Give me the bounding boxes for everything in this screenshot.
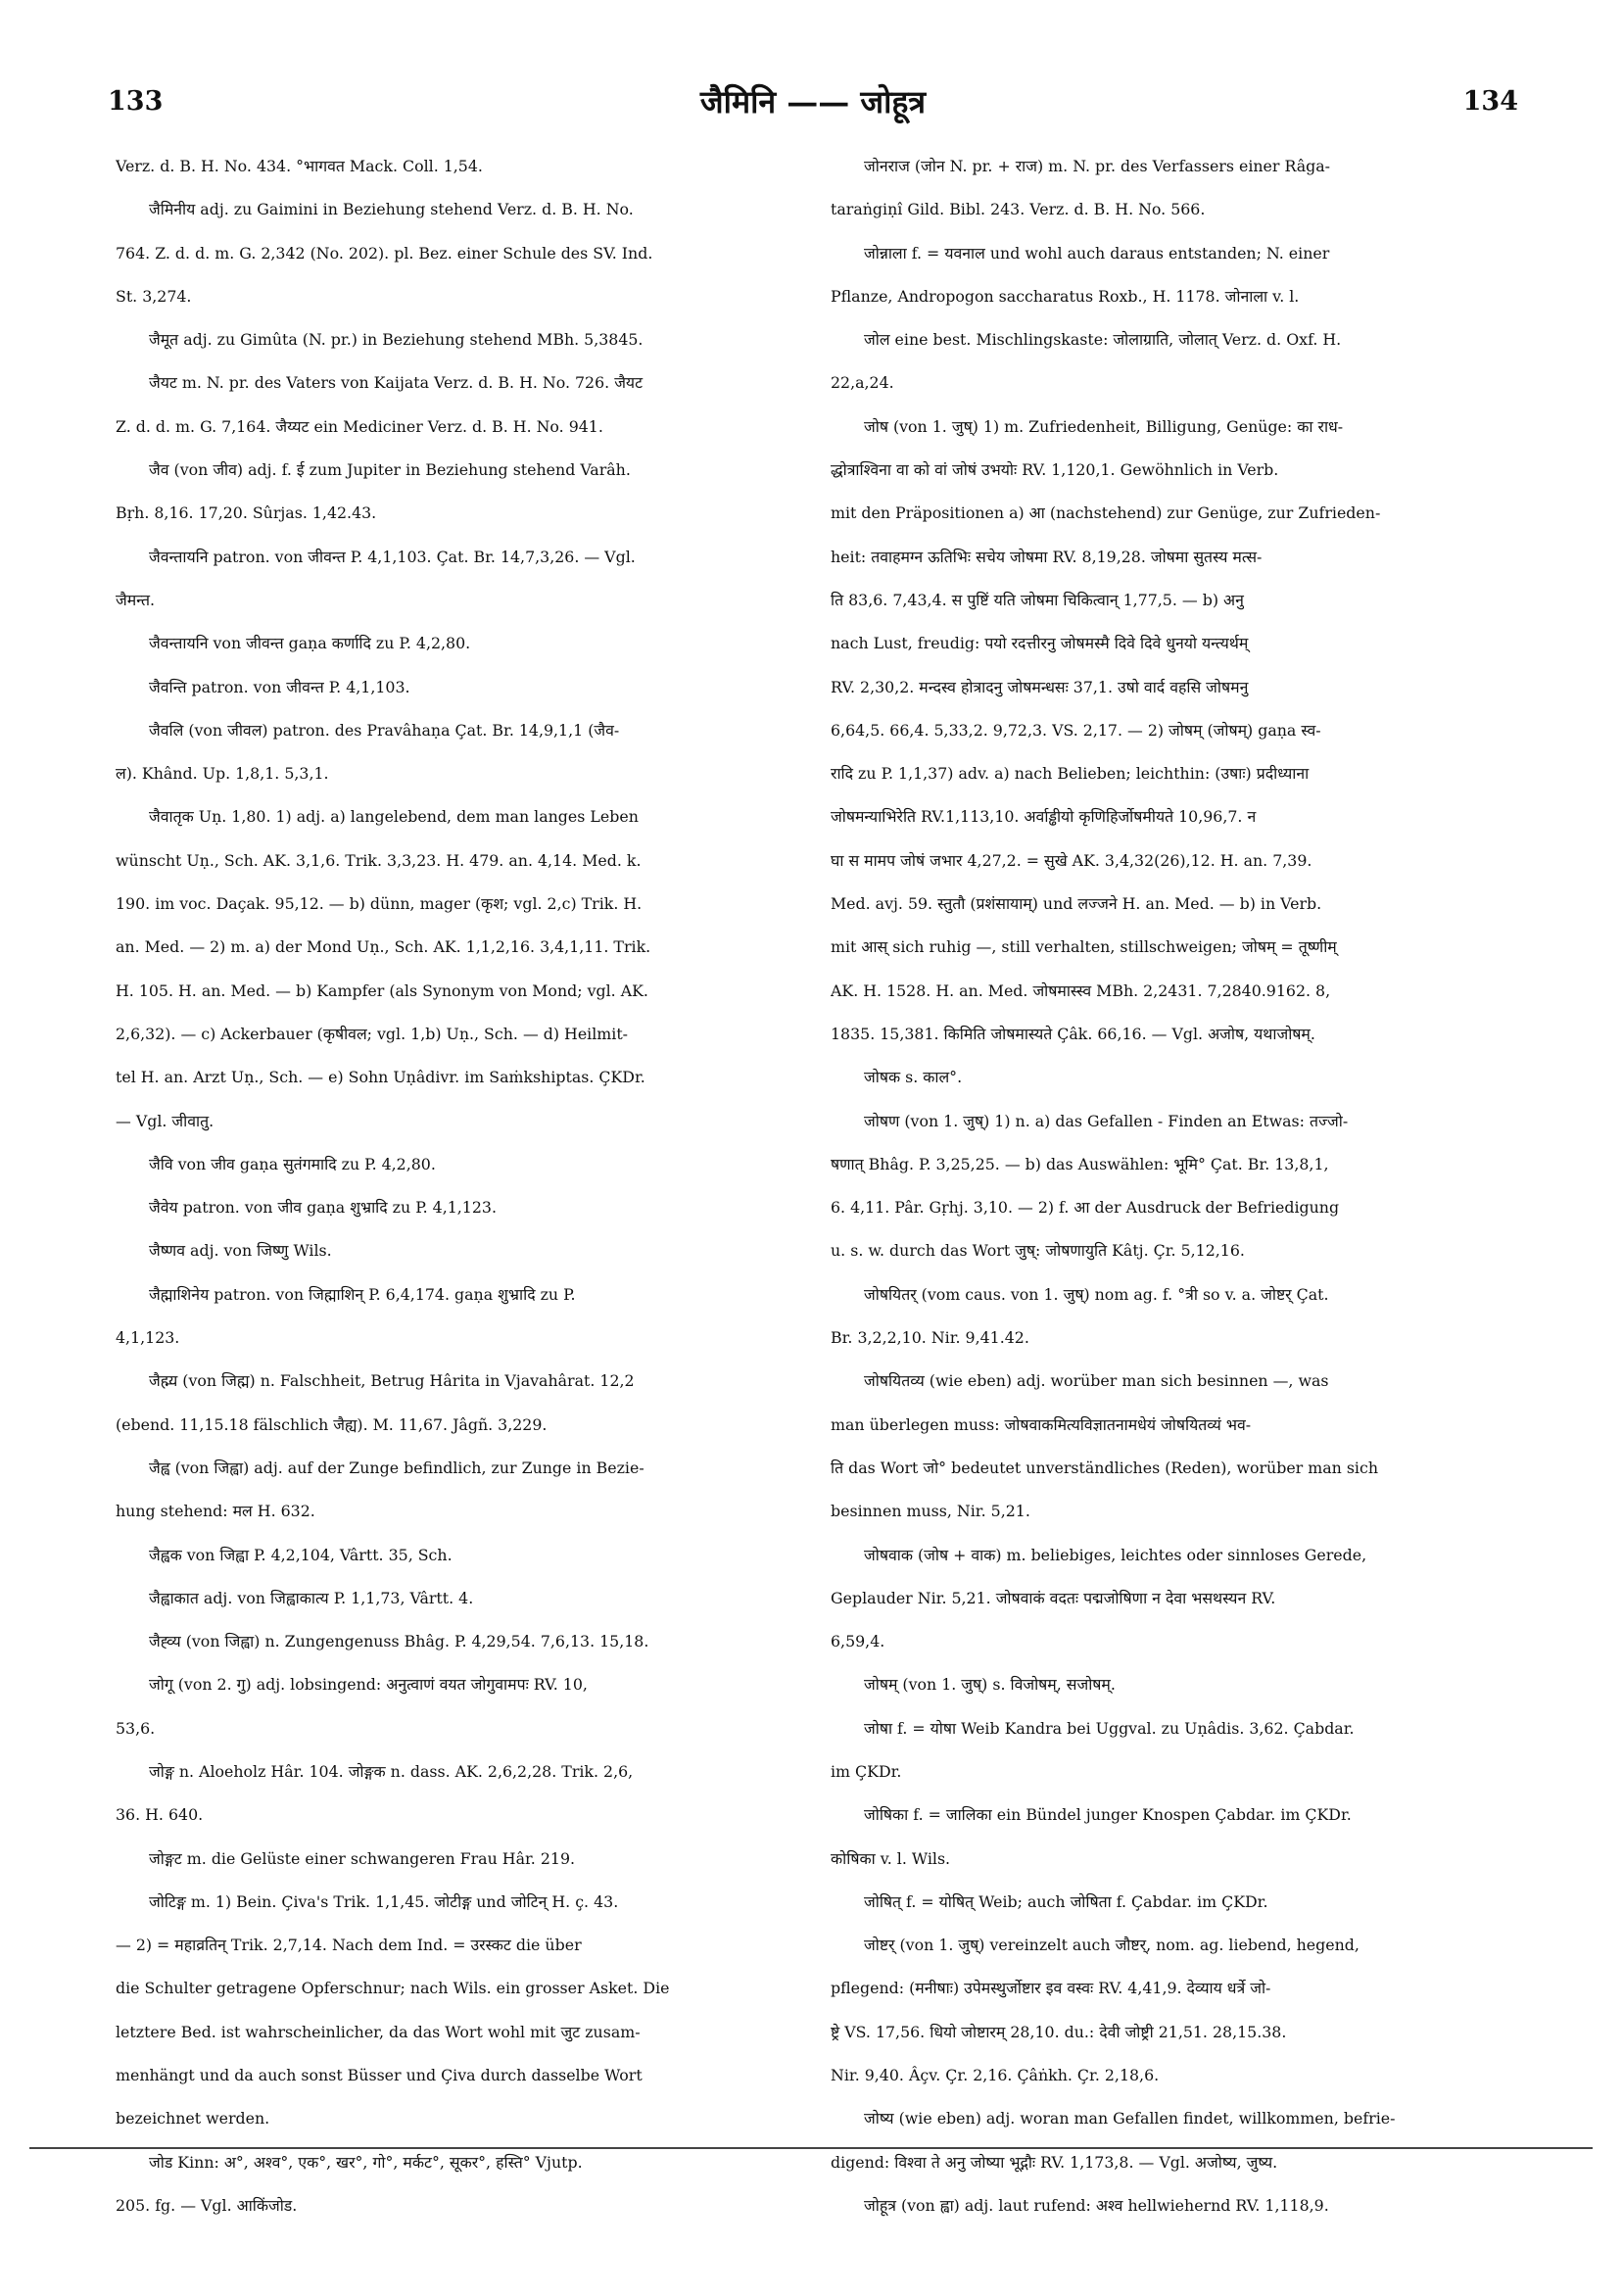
dictionary-line: जैह्म्य (von जिह्म) n. Falschheit, Betrug Hârita in Vjavahârat. 12,2 (149, 1371, 635, 1391)
dictionary-line: जैवेय patron. von जीव gaṇa शुभ्रादि zu P. 4,1,123. (149, 1198, 497, 1218)
dictionary-line: heit: तवाहमग्न ऊतिभिः सचेय जोषमा RV. 8,19,28. जोषमा सुतस्य मत्स- (831, 547, 1263, 566)
dictionary-line: man überlegen muss: जोषवाकमित्यविज्ञातनामधेयं जोषयितव्यं भव- (831, 1414, 1252, 1434)
right-column (831, 145, 1506, 2227)
dictionary-line: Bṛh. 8,16. 17,20. Sûrjas. 1,42.43. (116, 503, 377, 523)
dictionary-line: जोषयितर् (vom caus. von 1. जुष्) nom ag. f. °त्री so v. a. जोष्टर् Çat. (864, 1284, 1329, 1304)
dictionary-line: 190. im voc. Daçak. 95,12. — b) dünn, mager (कृश; vgl. 2,c) Trik. H. (116, 894, 643, 914)
left-column (116, 145, 791, 2227)
dictionary-line: 6,64,5. 66,4. 5,33,2. 9,72,3. VS. 2,17. — 2) जोषम् (जोषम्) gaṇa स्व- (831, 720, 1321, 740)
dictionary-line: जैवि von जीव gaṇa सुतंगमादि zu P. 4,2,80. (149, 1154, 436, 1173)
dictionary-line: जैवन्ति patron. von जीवन्त P. 4,1,103. (149, 677, 410, 696)
dictionary-line: जोड Kinn: अ°, अश्व°, एक°, खर°, गो°, मर्कट°, सूकर°, हस्ति° Vjutp. (149, 2152, 583, 2172)
dictionary-line: जोङ्गट m. die Gelüste einer schwangeren Frau Hâr. 219. (149, 1848, 576, 1868)
dictionary-line: 6,59,4. (831, 1632, 885, 1651)
running-head: जैमिनि —— जोहूत्र (699, 83, 927, 120)
dictionary-line: mit den Präpositionen a) आ (nachstehend) zur Genüge, zur Zufrieden- (831, 503, 1381, 523)
dictionary-line: जैह्माशिनेय patron. von जिह्माशिन् P. 6,4,174. gaṇa शुभ्रादि zu P. (149, 1284, 576, 1304)
dictionary-line: जोषित् f. = योषित् Weib; auch जोषिता f. Çabdar. im ÇKDr. (864, 1891, 1268, 1911)
dictionary-line: जोष्य (wie eben) adj. woran man Gefallen findet, willkommen, befrie- (864, 2109, 1396, 2129)
dictionary-line: 4,1,123. (116, 1328, 180, 1348)
dictionary-line: menhängt und da auch sonst Büsser und Çiva durch dasselbe Wort (116, 2066, 643, 2085)
dictionary-line: जोल eine best. Mischlingskaste: जोलाग्राति, जोलात् Verz. d. Oxf. H. (864, 330, 1342, 350)
dictionary-line: जैमिनीय adj. zu Gaimini in Beziehung stehend Verz. d. B. H. No. (149, 200, 634, 219)
dictionary-line: जैमूत adj. zu Gimûta (N. pr.) in Beziehung stehend MBh. 5,3845. (149, 330, 644, 350)
dictionary-line: जैयट m. N. pr. des Vaters von Kaijata Verz. d. B. H. No. 726. जैयट (149, 373, 644, 393)
page-number-left: 133 (108, 86, 164, 117)
dictionary-line: ष्ट्रे VS. 17,56. धियो जोष्टारम् 28,10. du.: देवी जोष्ट्री 21,51. 28,15.38. (831, 2022, 1287, 2041)
dictionary-line: जैव (von जीव) adj. f. ई zum Jupiter in Beziehung stehend Varâh. (149, 460, 631, 480)
dictionary-line: जोटिङ्ग m. 1) Bein. Çiva's Trik. 1,1,45. जोटीङ्ग und जोटिन् H. ç. 43. (149, 1891, 619, 1911)
dictionary-line: Pflanze, Andropogon saccharatus Roxb., H. 1178. जोनाला v. l. (831, 286, 1300, 306)
dictionary-line: जोषिका f. = जालिका ein Bündel junger Knospen Çabdar. im ÇKDr. (864, 1805, 1352, 1825)
dictionary-line: जोगू (von 2. गु) adj. lobsingend: अनुत्वाणं वयत जोगुवामपः RV. 10, (149, 1675, 588, 1695)
dictionary-line: AK. H. 1528. H. an. Med. जोषमास्स्व MBh. 2,2431. 7,2840.9162. 8, (831, 981, 1331, 1000)
dictionary-line: an. Med. — 2) m. a) der Mond Uṇ., Sch. AK. 1,1,2,16. 3,4,1,11. Trik. (116, 937, 651, 957)
dictionary-line: letztere Bed. ist wahrscheinlicher, da das Wort wohl mit जुट zusam- (116, 2022, 641, 2041)
dictionary-line: जोनराज (जोन N. pr. + राज) m. N. pr. des Verfassers einer Râga- (864, 157, 1331, 175)
dictionary-line: ति 83,6. 7,43,4. स पुष्टिं यति जोषमा चिकित्वान् 1,77,5. — b) अनु (831, 590, 1244, 609)
dictionary-line: die Schulter getragene Opferschnur; nach Wils. ein grosser Asket. Die (116, 1979, 670, 1998)
dictionary-line: 22,a,24. (831, 373, 894, 393)
page-number-right: 134 (1462, 86, 1518, 117)
dictionary-line: घा स मामप जोषं जभार 4,27,2. = सुखे AK. 3,4,32(26),12. H. an. 7,39. (831, 850, 1312, 870)
dictionary-line: — 2) = महाव्रतिन् Trik. 2,7,14. Nach dem Ind. = उरस्कट die über (116, 1936, 582, 1955)
dictionary-line: digend: विश्वा ते अनु जोष्या भूद्गौः RV. 1,173,8. — Vgl. अजोष्य, जुष्य. (831, 2152, 1278, 2172)
dictionary-line: pflegend: (मनीषाः) उपेमस्थुर्जोष्टार इव वस्वः RV. 4,41,9. देव्याय धर्त्रे जो- (831, 1979, 1271, 1998)
dictionary-line: tel H. an. Arzt Uṇ., Sch. — e) Sohn Uṇâdivr. im Saṁkshiptas. ÇKDr. (116, 1068, 645, 1087)
dictionary-line: ति das Wort जो° bedeutet unverständliches (Reden), worüber man sich (831, 1458, 1379, 1477)
dictionary-line: जोष (von 1. जुष्) 1) m. Zufriedenheit, Billigung, Genüge: का राध- (864, 416, 1344, 436)
dictionary-line: besinnen muss, Nir. 5,21. (831, 1502, 1030, 1521)
dictionary-line: wünscht Uṇ., Sch. AK. 3,1,6. Trik. 3,3,23. H. 479. an. 4,14. Med. k. (116, 850, 642, 870)
dictionary-line: — Vgl. जीवातु. (116, 1111, 215, 1130)
dictionary-line: 53,6. (116, 1718, 156, 1738)
dictionary-line: Br. 3,2,2,10. Nir. 9,41.42. (831, 1328, 1029, 1348)
dictionary-line: रादि zu P. 1,1,37) adv. a) nach Belieben; leichthin: (उषाः) प्रदीध्याना (831, 764, 1310, 784)
dictionary-line: जैह्व (von जिह्वा) adj. auf der Zunge befindlich, zur Zunge in Bezie- (149, 1458, 644, 1477)
dictionary-line: जोषण (von 1. जुष्) 1) n. a) das Gefallen - Finden an Etwas: तज्जो- (864, 1111, 1349, 1130)
dictionary-line: hung stehend: मल H. 632. (116, 1502, 315, 1521)
dictionary-line: H. 105. H. an. Med. — b) Kampfer (als Synonym von Mond; vgl. AK. (116, 981, 648, 1000)
dictionary-line: mit आस् sich ruhig —, still verhalten, stillschweigen; जोषम् = तूष्णीम् (831, 937, 1337, 957)
dictionary-line: St. 3,274. (116, 286, 192, 306)
dictionary-line: जोषा f. = योषा Weib Kandra bei Uggval. zu Uṇâdis. 3,62. Çabdar. (864, 1718, 1355, 1738)
dictionary-line: जैवन्तायनि patron. von जीवन्त P. 4,1,103. Çat. Br. 14,7,3,26. — Vgl. (149, 547, 636, 566)
dictionary-line: जैवातृक Uṇ. 1,80. 1) adj. a) langelebend, dem man langes Leben (149, 807, 639, 827)
dictionary-line: bezeichnet werden. (116, 2109, 270, 2129)
dictionary-line: (ebend. 11,15.18 fälschlich जैह्य). M. 11,67. Jâgñ. 3,229. (116, 1414, 548, 1434)
dictionary-line: जोङ्ग n. Aloeholz Hâr. 104. जोङ्गक n. dass. AK. 2,6,2,28. Trik. 2,6, (149, 1761, 634, 1781)
dictionary-line: 1835. 15,381. किमिति जोषमास्यते Çâk. 66,16. — Vgl. अजोष, यथाजोषम्. (831, 1024, 1315, 1043)
dictionary-line: जैह्वाकात adj. von जिह्वाकात्य P. 1,1,73, Vârtt. 4. (149, 1588, 474, 1607)
dictionary-line: 205. fg. — Vgl. आकिंजोड. (116, 2195, 298, 2215)
dictionary-line: जैवलि (von जीवल) patron. des Pravâhaṇa Çat. Br. 14,9,1,1 (जैव- (149, 720, 620, 740)
dictionary-line: Nir. 9,40. Âçv. Çr. 2,16. Çâṅkh. Çr. 2,18,6. (831, 2066, 1160, 2085)
dictionary-line: nach Lust, freudig: पयो रदत्तीरनु जोषमस्मै दिवे दिवे धुनयो यन्त्यर्थम् (831, 634, 1249, 653)
dictionary-line: Geplauder Nir. 5,21. जोषवाकं वदतः पद्मजोषिणा न देवा भसथस्यन RV. (831, 1588, 1276, 1607)
dictionary-line: 764. Z. d. d. m. G. 2,342 (No. 202). pl. Bez. einer Schule des SV. Ind. (116, 243, 653, 263)
dictionary-line: जैवन्तायनि von जीवन्त gaṇa कर्णादि zu P. 4,2,80. (149, 634, 471, 653)
dictionary-line: जोन्नाला f. = यवनाल und wohl auch daraus entstanden; N. einer (864, 243, 1330, 263)
dictionary-line: जैष्णव adj. von जिष्णु Wils. (149, 1241, 332, 1261)
dictionary-line: षणात् Bhâg. P. 3,25,25. — b) das Auswählen: भूमि° Çat. Br. 13,8,1, (831, 1154, 1329, 1173)
dictionary-line: जोषक s. काल°. (864, 1068, 963, 1087)
dictionary-line: जोष्टर् (von 1. जुष्) vereinzelt auch जौष्टर्, nom. ag. liebend, hegend, (864, 1936, 1360, 1955)
dictionary-line: Med. avj. 59. स्तुतौ (प्रशंसायाम्) und लज्जने H. an. Med. — b) in Verb. (831, 894, 1322, 914)
dictionary-line: जैमन्त. (116, 590, 156, 609)
dictionary-line: जोषयितव्य (wie eben) adj. worüber man sich besinnen —, was (864, 1371, 1329, 1391)
dictionary-line: u. s. w. durch das Wort जुष्: जोषणायुति Kâtj. Çr. 5,12,16. (831, 1241, 1245, 1261)
dictionary-line: 6. 4,11. Pâr. Gṛhj. 3,10. — 2) f. आ der Ausdruck der Befriedigung (831, 1198, 1340, 1218)
dictionary-line: 36. H. 640. (116, 1805, 204, 1825)
dictionary-line: RV. 2,30,2. मन्दस्व होत्रादनु जोषमन्धसः 37,1. उषो वार्द वहसि जोषमनु (831, 677, 1249, 696)
dictionary-line: Z. d. d. m. G. 7,164. जैय्यट ein Mediciner Verz. d. B. H. No. 941. (116, 416, 603, 436)
dictionary-line: जोहूत्र (von ह्वा) adj. laut rufend: अश्व hellwiehernd RV. 1,118,9. (864, 2195, 1329, 2215)
dictionary-line: जैह्व्य (von जिह्वा) n. Zungengenuss Bhâg. P. 4,29,54. 7,6,13. 15,18. (149, 1632, 649, 1651)
dictionary-line: 2,6,32). — c) Ackerbauer (कृषीवल; vgl. 1,b) Uṇ., Sch. — d) Heilmit- (116, 1024, 629, 1043)
dictionary-line: जोषवाक (जोष + वाक) m. beliebiges, leichtes oder sinnloses Gerede, (864, 1545, 1367, 1564)
dictionary-line: कोषिका v. l. Wils. (831, 1848, 951, 1868)
dictionary-line: जैह्वक von जिह्वा P. 4,2,104, Vârtt. 35, Sch. (149, 1545, 453, 1564)
page-header (108, 80, 1518, 129)
dictionary-line: im ÇKDr. (831, 1761, 902, 1781)
dictionary-line: Verz. d. B. H. No. 434. °भागवत Mack. Coll. 1,54. (116, 157, 483, 175)
dictionary-line: जोषमन्याभिरेति RV.1,113,10. अर्वाड्ढीयो कृणिहिर्जोषमीयते 10,96,7. न (831, 807, 1257, 827)
dictionary-line: ल). Khând. Up. 1,8,1. 5,3,1. (116, 764, 329, 784)
dictionary-line: जोषम् (von 1. जुष्) s. विजोषम्, सजोषम्. (864, 1675, 1116, 1695)
dictionary-line: द्धोत्राश्विना वा को वां जोषं उभयोः RV. 1,120,1. Gewöhnlich in Verb. (831, 460, 1279, 480)
footer-rule (29, 2147, 1593, 2149)
dictionary-line: taraṅgiṇî Gild. Bibl. 243. Verz. d. B. H. No. 566. (831, 200, 1206, 219)
